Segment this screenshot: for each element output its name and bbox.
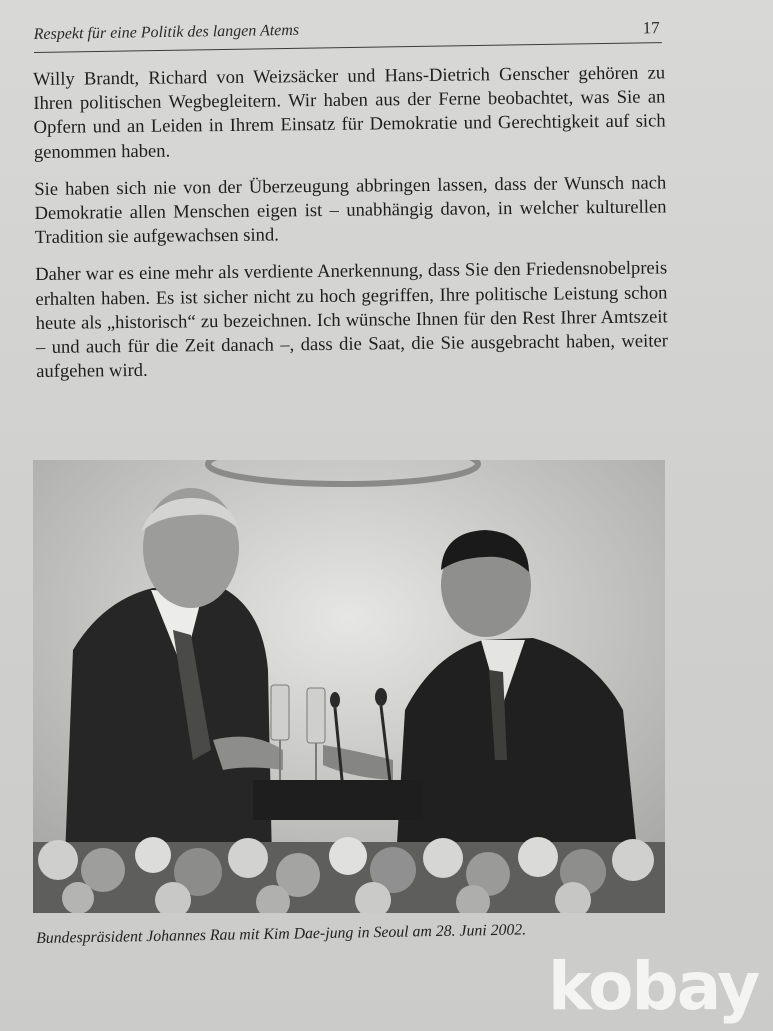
watermark: kobay [548, 948, 759, 1025]
table-front [253, 780, 423, 820]
running-title: Respekt für eine Politik des langen Atems [33, 21, 300, 44]
body-text [33, 61, 668, 397]
photograph [33, 460, 665, 913]
photo-caption: Bundespräsident Johannes Rau mit Kim Dae-jung in Seoul am 28. Juni 2002. [36, 921, 527, 947]
page-number: 17 [642, 18, 660, 38]
running-head [34, 12, 662, 53]
flower-arrangement [33, 837, 665, 913]
paragraph-2: Sie haben sich nie von der Überzeugung abbringen lassen, dass der Wunsch nach Demokratie allen Menschen eigen ist – unabhängig davon, in welcher kulturellen Tradition sie aufgewachsen sind. [34, 172, 667, 249]
paragraph-3: Daher war es eine mehr als verdiente Anerkennung, dass Sie den Friedensnobelpreis erhalten haben. Es ist sicher nicht zu hoch gegriffen, Ihre politische Leistung schon heute als „historisch“ zu bezeichnen. Ich wünsche Ihnen für den Rest Ihrer Amtszeit – und auch für die Zeit danach –, dass die Saat, die Sie ausgebracht haben, weiter aufgehen wird. [35, 257, 669, 383]
paragraph-1: Willy Brandt, Richard von Weizsäcker und Hans-Dietrich Genscher gehören zu Ihren politischen Wegbegleitern. Wir haben aus der Ferne beobachtet, was Sie an Opfern und an Leiden in Ihrem Einsatz für Demokratie und Gerechtigkeit auf sich genommen haben. [33, 62, 666, 163]
photograph-illustration [33, 460, 665, 913]
